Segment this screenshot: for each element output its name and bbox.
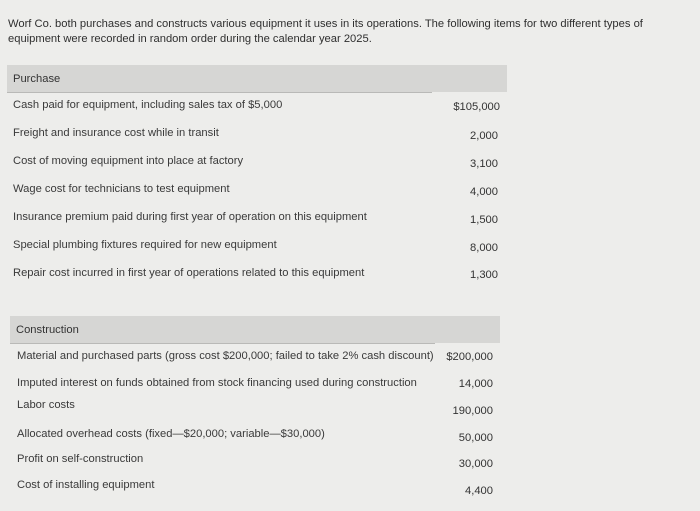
construction-row-amount: 14,000 xyxy=(458,378,493,390)
purchase-row-amount: 1,300 xyxy=(470,269,498,281)
construction-row-label: Cost of installing equipment xyxy=(17,479,155,491)
purchase-header-rule xyxy=(7,92,432,93)
construction-row-amount: 190,000 xyxy=(452,405,493,417)
problem-intro: Worf Co. both purchases and constructs various equipment it uses in its operations. The following items for two different types of equipment were recorded in random order during the calendar year 2025. xyxy=(8,18,643,45)
purchase-row-label: Freight and insurance cost while in transit xyxy=(13,127,219,139)
construction-row-label: Material and purchased parts (gross cost $200,000; failed to take 2% cash discount) xyxy=(17,350,434,362)
purchase-row-amount: 4,000 xyxy=(470,186,498,198)
construction-header xyxy=(10,316,500,343)
purchase-row-label: Special plumbing fixtures required for new equipment xyxy=(13,239,277,251)
purchase-header xyxy=(7,65,507,92)
purchase-row-label: Repair cost incurred in first year of operations related to this equipment xyxy=(13,267,365,279)
purchase-row-amount: $105,000 xyxy=(453,101,500,113)
purchase-row-amount: 2,000 xyxy=(470,130,498,142)
construction-row-amount: $200,000 xyxy=(446,351,493,363)
construction-row-label: Allocated overhead costs (fixed—$20,000; variable—$30,000) xyxy=(17,428,325,440)
construction-row-label: Profit on self-construction xyxy=(17,453,144,465)
purchase-row-label: Cost of moving equipment into place at factory xyxy=(13,155,244,167)
construction-row-amount: 50,000 xyxy=(458,432,493,444)
purchase-row-label: Wage cost for technicians to test equipment xyxy=(13,183,230,195)
purchase-row-label: Cash paid for equipment, including sales tax of $5,000 xyxy=(13,99,283,111)
construction-row-amount: 4,400 xyxy=(465,485,493,497)
purchase-row-label: Insurance premium paid during first year of operation on this equipment xyxy=(13,211,367,223)
purchase-row-amount: 1,500 xyxy=(470,214,498,226)
construction-row-label: Labor costs xyxy=(17,399,75,411)
purchase-row-amount: 3,100 xyxy=(470,158,498,170)
construction-header-label: Construction xyxy=(16,323,79,336)
construction-row-amount: 30,000 xyxy=(458,458,493,470)
construction-header-rule xyxy=(10,343,435,344)
purchase-row-amount: 8,000 xyxy=(470,242,498,254)
construction-row-label: Imputed interest on funds obtained from stock financing used during construction xyxy=(17,377,417,389)
purchase-header-label: Purchase xyxy=(13,72,61,85)
